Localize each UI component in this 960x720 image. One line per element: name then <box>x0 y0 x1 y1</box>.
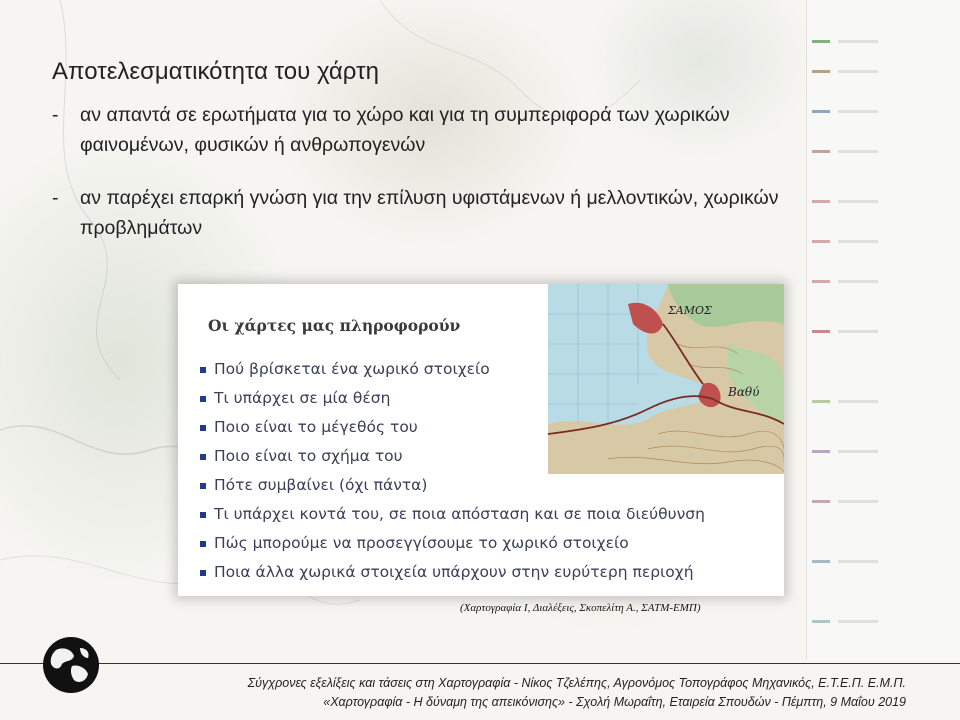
slide-title: Αποτελεσματικότητα του χάρτη <box>52 58 379 85</box>
globe-icon <box>42 636 100 694</box>
bullet-square-icon <box>200 483 206 489</box>
list-item: Τι υπάρχει σε μία θέση <box>200 389 705 418</box>
list-item: Πότε συμβαίνει (όχι πάντα) <box>200 476 705 505</box>
list-item: Ποιο είναι το σχήμα του <box>200 447 705 476</box>
map-label: ΣΑΜΟΣ <box>668 304 712 317</box>
list-item: Τι υπάρχει κοντά του, σε ποια απόσταση και σε ποια διεύθυνση <box>200 505 705 534</box>
card-title: Οι χάρτες μας πληροφορούν <box>208 316 461 335</box>
bullet-text: αν παρέχει επαρκή γνώση για την επίλυση υφιστάμενων ή μελλοντικών, χωρικών προβλημάτων <box>80 187 779 239</box>
image-credit: (Χαρτογραφία Ι, Διαλέξεις, Σκοπελίτη Α., ΣΑΤΜ-ΕΜΠ) <box>460 602 701 614</box>
bullet-square-icon <box>200 570 206 576</box>
list-item: Πού βρίσκεται ένα χωρικό στοιχείο <box>200 360 705 389</box>
bullet-text: αν απαντά σε ερωτήματα για το χώρο και για τη συμπεριφορά των χωρικών φαινομένων, φυσικών ή ανθρωπογενών <box>80 104 730 156</box>
bullet-marker: - <box>52 104 59 126</box>
bullet-square-icon <box>200 425 206 431</box>
bullet-item <box>52 100 822 160</box>
list-item: Ποιο είναι το μέγεθός του <box>200 418 705 447</box>
list-item: Πώς μπορούμε να προσεγγίσουμε το χωρικό στοιχείο <box>200 534 705 563</box>
bullet-square-icon <box>200 396 206 402</box>
bullet-marker: - <box>52 187 59 209</box>
footer-divider <box>0 663 960 664</box>
info-card <box>178 284 784 596</box>
bullet-square-icon <box>200 541 206 547</box>
bullet-square-icon <box>200 454 206 460</box>
topographic-map-image <box>548 284 784 474</box>
list-item: Ποια άλλα χωρικά στοιχεία υπάρχουν στην ευρύτερη περιοχή <box>200 563 705 592</box>
bullet-square-icon <box>200 512 206 518</box>
bullet-square-icon <box>200 367 206 373</box>
footer-line-2: «Χαρτογραφία - Η δύναμη της απεικόνισης» - Σχολή Μωραΐτη, Εταιρεία Σπουδών - Πέμπτη, 9 Μαΐου 2019 <box>323 695 906 709</box>
footer-line-1: Σύγχρονες εξελίξεις και τάσεις στη Χαρτογραφία - Νίκος Τζελέπης, Αγρονόμος Τοπογράφος Μηχανικός, Ε.Τ.Ε.Π. Ε.Μ.Π. <box>247 676 906 690</box>
bullet-item <box>52 183 822 243</box>
map-label: Βαθύ <box>728 385 760 399</box>
